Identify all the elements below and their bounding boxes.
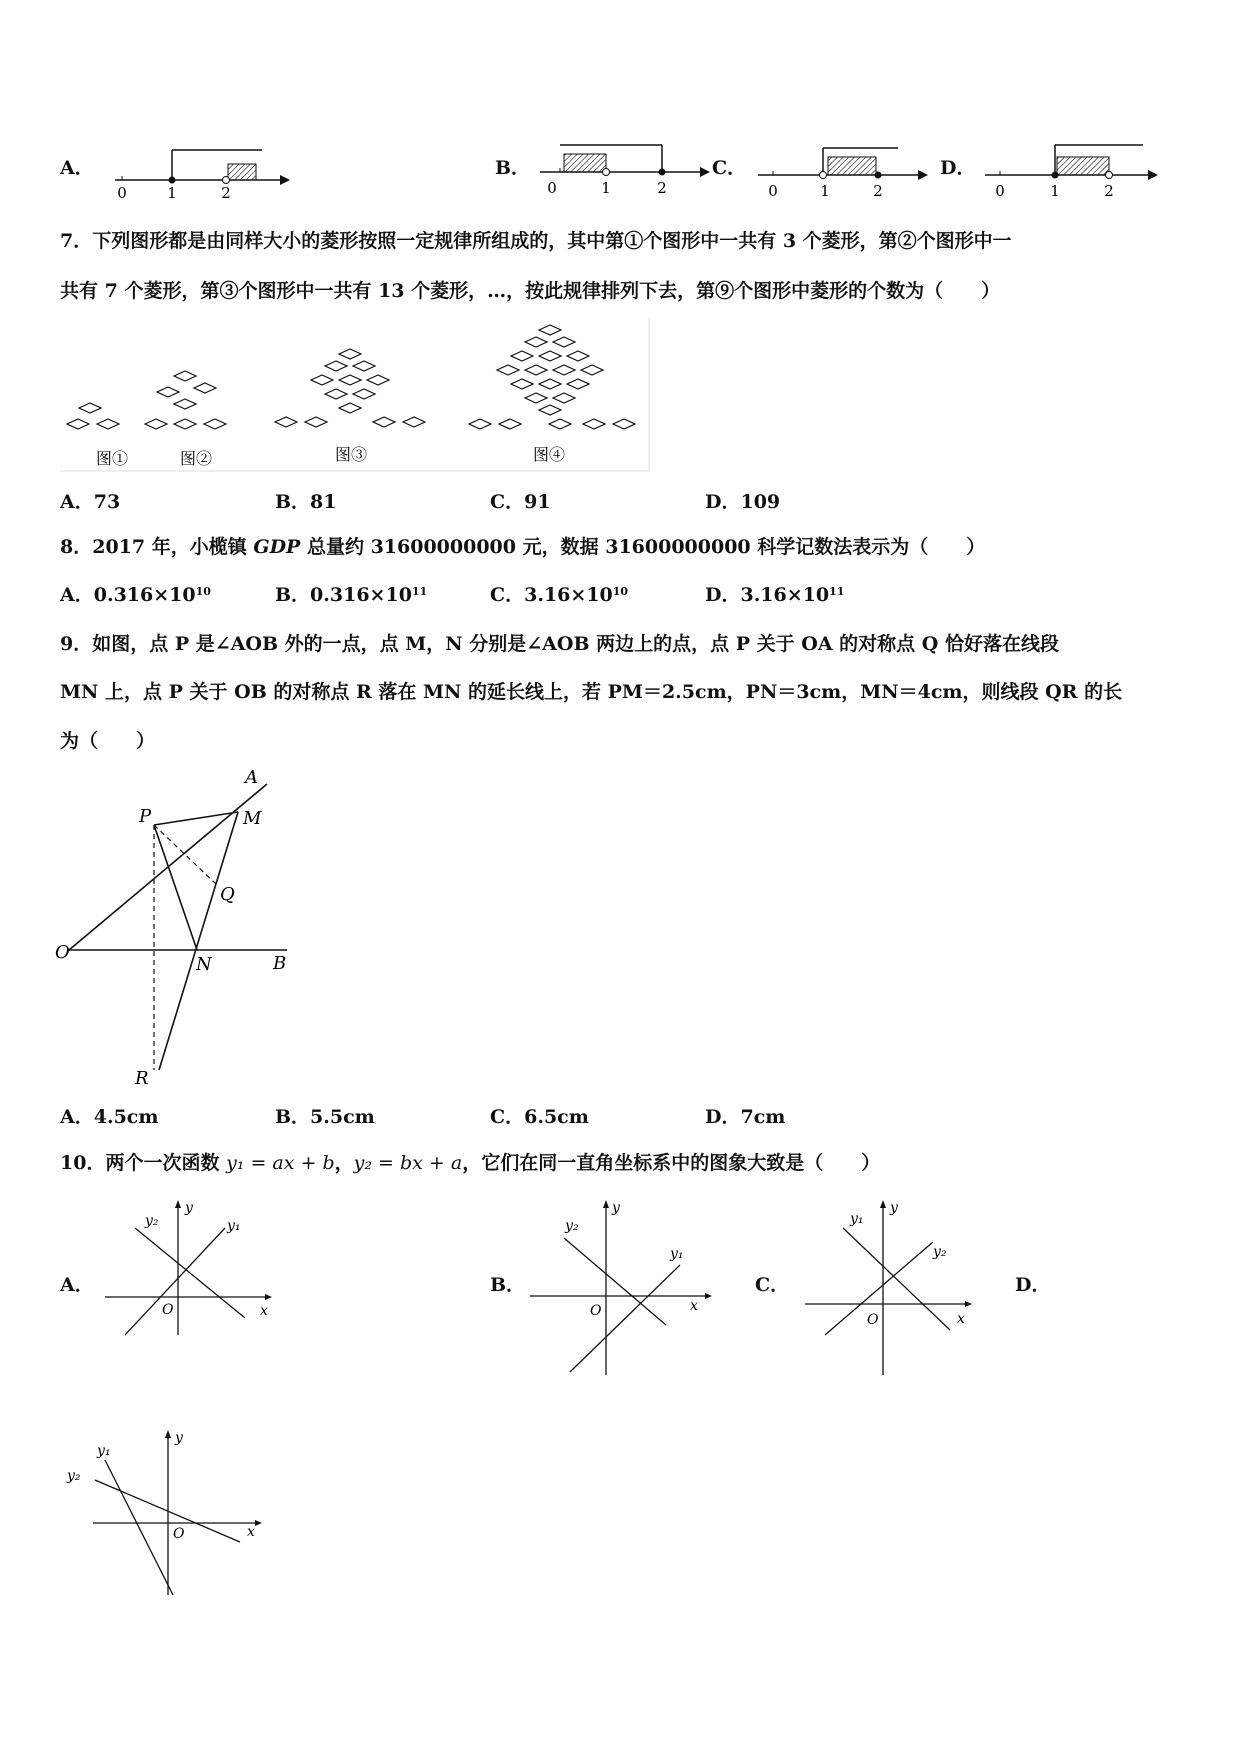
q10-graph-c bbox=[805, 1200, 975, 1380]
q6-number-line-d bbox=[985, 140, 1160, 200]
tick-0: 0 bbox=[995, 182, 1005, 200]
q6-number-line-b bbox=[540, 140, 710, 200]
svg-text:y: y bbox=[612, 1200, 620, 1216]
rhombus-shape bbox=[339, 403, 361, 413]
rhombus-shape bbox=[539, 351, 561, 361]
label-P: P bbox=[139, 806, 152, 827]
fig-caption-2: 图② bbox=[180, 449, 213, 468]
q7-option-b[interactable]: B．81 bbox=[275, 491, 337, 513]
label-O: O bbox=[55, 942, 70, 963]
q7-rhombus-figures bbox=[60, 318, 650, 473]
rhombus-shape bbox=[553, 393, 575, 403]
label-B: B bbox=[273, 953, 287, 974]
q10-option-b-label[interactable]: B． bbox=[490, 1274, 526, 1296]
rhombus-shape bbox=[174, 399, 196, 409]
svg-text:x: x bbox=[690, 1298, 698, 1314]
rhombus-shape bbox=[194, 383, 216, 393]
q9-option-b[interactable]: B．5.5cm bbox=[275, 1106, 375, 1128]
svg-text:y₁: y₁ bbox=[850, 1211, 864, 1227]
q10-y1-expr: y₁ = ax + b bbox=[226, 1152, 335, 1174]
q9-option-c[interactable]: C．6.5cm bbox=[490, 1106, 589, 1128]
rhombus-shape bbox=[174, 371, 196, 381]
rhombus-shape bbox=[204, 419, 226, 429]
rhombus-shape bbox=[511, 379, 533, 389]
svg-text:y₁: y₁ bbox=[97, 1443, 111, 1459]
rhombus-shape bbox=[549, 419, 571, 429]
tick-2: 2 bbox=[221, 184, 231, 202]
q10-option-a-label[interactable]: A． bbox=[60, 1274, 94, 1296]
svg-text:y: y bbox=[890, 1200, 898, 1216]
rhombus-shape bbox=[339, 349, 361, 359]
q9-stem-line3: 为（ ） bbox=[60, 730, 156, 752]
tick-1: 1 bbox=[820, 182, 830, 200]
q6-option-b-label[interactable]: B． bbox=[495, 157, 531, 179]
q9-stem-line1: 9．如图，点 P 是∠AOB 外的一点，点 M，N 分别是∠AOB 两边上的点，点 P 关于 OA 的对称点 Q 恰好落在线段 bbox=[60, 633, 1059, 655]
tick-1: 1 bbox=[167, 184, 177, 202]
label-A: A bbox=[245, 767, 258, 788]
q10-graph-a bbox=[105, 1200, 275, 1340]
svg-text:y₁: y₁ bbox=[227, 1218, 241, 1234]
tick-1: 1 bbox=[601, 179, 611, 197]
rhombus-shape bbox=[67, 419, 89, 429]
q9-option-a[interactable]: A．4.5cm bbox=[60, 1106, 159, 1128]
rhombus-shape bbox=[325, 389, 347, 399]
rhombus-shape bbox=[525, 393, 547, 403]
rhombus-shape bbox=[311, 375, 333, 385]
rhombus-shape bbox=[539, 405, 561, 415]
rhombus-shape bbox=[469, 419, 491, 429]
rhombus-shape bbox=[305, 417, 327, 427]
rhombus-shape bbox=[403, 417, 425, 427]
q10-graph-d bbox=[65, 1430, 265, 1600]
q10-option-d-label[interactable]: D． bbox=[1015, 1274, 1051, 1296]
rhombus-shape bbox=[525, 365, 547, 375]
q7-option-c[interactable]: C．91 bbox=[490, 491, 551, 513]
label-N: N bbox=[196, 954, 212, 975]
tick-2: 2 bbox=[1104, 182, 1114, 200]
q8-stem-pre: 8．2017 年，小榄镇 bbox=[60, 536, 254, 558]
rhombus-shape bbox=[353, 389, 375, 399]
q6-number-line-a bbox=[110, 140, 290, 200]
rhombus-shape bbox=[157, 387, 179, 397]
fig-caption-1: 图① bbox=[96, 449, 129, 468]
svg-text:O: O bbox=[162, 1302, 174, 1318]
svg-text:x: x bbox=[957, 1311, 965, 1327]
label-R: R bbox=[135, 1068, 149, 1089]
q10-graph-b bbox=[530, 1200, 710, 1380]
rhombus-shape bbox=[353, 361, 375, 371]
svg-text:x: x bbox=[247, 1524, 255, 1540]
rhombus-shape bbox=[497, 365, 519, 375]
q9-stem-line2: MN 上，点 P 关于 OB 的对称点 R 落在 MN 的延长线上，若 PM＝2.5cm，PN＝3cm，MN＝4cm，则线段 QR 的长 bbox=[60, 681, 1123, 703]
q6-option-d-label[interactable]: D． bbox=[940, 157, 976, 179]
rhombus-shape bbox=[553, 365, 575, 375]
tick-2: 2 bbox=[873, 182, 883, 200]
svg-text:y₂: y₂ bbox=[565, 1218, 579, 1234]
rhombus-shape bbox=[539, 325, 561, 335]
rhombus-shape bbox=[539, 379, 561, 389]
tick-0: 0 bbox=[547, 179, 557, 197]
svg-text:y: y bbox=[175, 1430, 183, 1446]
q8-option-d[interactable]: D．$3.16\times 10^{11}$ bbox=[705, 584, 845, 606]
q8-stem-gdp: GDP bbox=[253, 536, 301, 558]
rhombus-shape bbox=[499, 419, 521, 429]
svg-text:O: O bbox=[173, 1526, 185, 1542]
q7-stem-line2: 共有 7 个菱形，第③个图形中一共有 13 个菱形，…，按此规律排列下去，第⑨个图形中菱形的个数为（ ） bbox=[60, 280, 1001, 302]
q9-geometry-figure bbox=[55, 767, 315, 1090]
svg-text:y: y bbox=[185, 1200, 193, 1216]
tick-0: 0 bbox=[117, 184, 127, 202]
rhombus-shape bbox=[367, 375, 389, 385]
rhombus-shape bbox=[613, 419, 635, 429]
rhombus-shape bbox=[553, 337, 575, 347]
q8-stem bbox=[60, 535, 985, 559]
q8-option-c[interactable]: C．$3.16\times 10^{10}$ bbox=[490, 584, 629, 606]
rhombus-shape bbox=[583, 419, 605, 429]
q6-option-c-label[interactable]: C． bbox=[712, 157, 747, 179]
svg-text:O: O bbox=[867, 1312, 879, 1328]
q6-option-a-label[interactable]: A． bbox=[60, 157, 94, 179]
rhombus-shape bbox=[511, 351, 533, 361]
q7-option-a[interactable]: A．73 bbox=[60, 491, 121, 513]
label-M: M bbox=[243, 808, 262, 829]
tick-0: 0 bbox=[768, 182, 778, 200]
svg-text:y₂: y₂ bbox=[933, 1244, 947, 1260]
rhombus-shape bbox=[581, 365, 603, 375]
rhombus-shape bbox=[97, 419, 119, 429]
label-Q: Q bbox=[220, 884, 235, 905]
q10-option-c-label[interactable]: C． bbox=[755, 1274, 790, 1296]
fig-caption-3: 图③ bbox=[335, 445, 368, 464]
q7-option-d[interactable]: D．109 bbox=[705, 491, 781, 513]
svg-text:y₂: y₂ bbox=[67, 1468, 81, 1484]
q8-option-a[interactable]: A．$0.316\times 10^{10}$ bbox=[60, 584, 211, 606]
q9-option-d[interactable]: D．7cm bbox=[705, 1106, 786, 1128]
fig-caption-4: 图④ bbox=[533, 445, 566, 464]
rhombus-shape bbox=[525, 337, 547, 347]
rhombus-shape bbox=[275, 417, 297, 427]
rhombus-shape bbox=[79, 403, 101, 413]
rhombus-shape bbox=[339, 375, 361, 385]
tick-2: 2 bbox=[657, 179, 667, 197]
q10-y2-expr: y₂ = bx + a bbox=[353, 1152, 463, 1174]
rhombus-shape bbox=[325, 361, 347, 371]
svg-text:x: x bbox=[260, 1303, 268, 1319]
q8-option-b[interactable]: B．$0.316\times 10^{11}$ bbox=[275, 584, 428, 606]
q8-stem-post: 总量约 31600000000 元，数据 31600000000 科学记数法表示为（ ） bbox=[300, 536, 986, 558]
svg-text:O: O bbox=[590, 1303, 602, 1319]
q10-stem: 10．两个一次函数 y₁ = ax + b，y₂ = bx + a，它们在同一直角坐标系中的图象大致是（ ） bbox=[60, 1152, 881, 1174]
q6-number-line-c bbox=[758, 140, 928, 200]
svg-text:y₁: y₁ bbox=[670, 1246, 684, 1262]
tick-1: 1 bbox=[1050, 182, 1060, 200]
rhombus-shape bbox=[174, 419, 196, 429]
rhombus-shape bbox=[373, 417, 395, 427]
rhombus-shape bbox=[145, 419, 167, 429]
rhombus-shape bbox=[567, 351, 589, 361]
svg-text:y₂: y₂ bbox=[145, 1213, 159, 1229]
q7-stem-line1: 7．下列图形都是由同样大小的菱形按照一定规律所组成的，其中第①个图形中一共有 3 个菱形，第②个图形中一 bbox=[60, 230, 1012, 252]
rhombus-shape bbox=[567, 379, 589, 389]
